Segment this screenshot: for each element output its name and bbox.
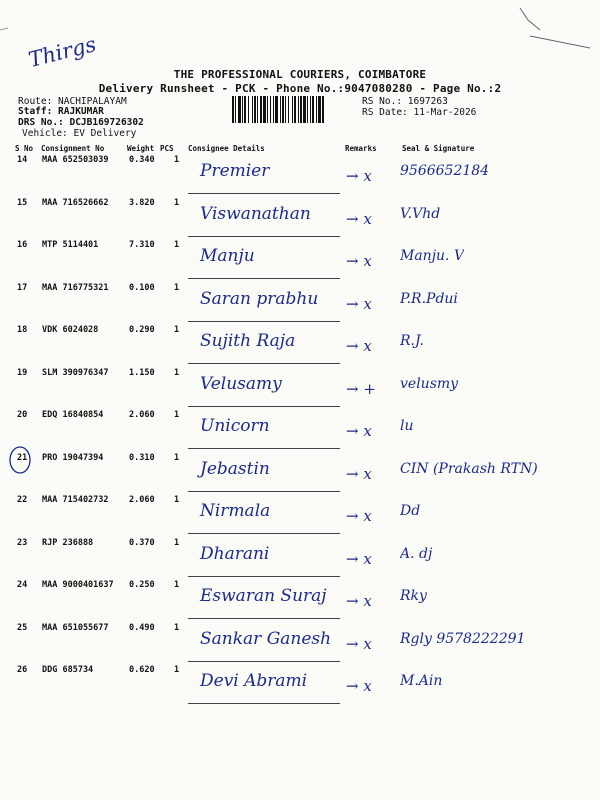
row-sno: 21 [17, 452, 28, 463]
company-title: THE PROFESSIONAL COURIERS, COIMBATORE [173, 68, 427, 81]
row-sno: 20 [17, 410, 28, 420]
consignee-handwriting: Manju [200, 246, 255, 266]
remark-handwriting: → x [346, 507, 372, 525]
signature-handwriting: V.Vhd [400, 205, 441, 222]
remark-handwriting: → + [346, 379, 376, 398]
row-consignment: RJP 236888 [42, 537, 94, 548]
consignee-handwriting: Nirmala [200, 501, 271, 521]
remark-handwriting: → x [346, 294, 372, 313]
row-weight: 0.490 [129, 622, 155, 633]
remark-handwriting: → x [346, 337, 372, 355]
row-weight: 0.620 [129, 665, 155, 675]
row-sno: 19 [17, 367, 28, 378]
remark-handwriting: → x [346, 422, 372, 440]
row-pcs: 1 [174, 537, 180, 548]
row-pcs: 1 [174, 155, 180, 165]
row-consignment: MAA 651055677 [42, 622, 109, 633]
row-pcs: 1 [174, 197, 180, 208]
row-weight: 2.060 [129, 495, 155, 505]
row-sno: 26 [17, 665, 28, 675]
row-consignment: MAA 715402732 [42, 495, 109, 505]
row-weight: 0.250 [129, 580, 155, 590]
row-consignment: MTP 5114401 [42, 240, 99, 250]
signature-handwriting: Rky [400, 588, 427, 604]
consignee-handwriting: Eswaran Suraj [200, 586, 327, 606]
row-weight: 0.290 [129, 325, 155, 335]
row-sno: 16 [17, 240, 28, 250]
row-weight: 3.820 [129, 197, 155, 208]
row-consignment: MAA 716526662 [42, 197, 109, 208]
row-pcs: 1 [174, 410, 180, 420]
rs-date: RS Date: 11-Mar-2026 [362, 107, 477, 118]
signature-handwriting: R.J. [400, 333, 424, 349]
row-sno: 22 [17, 495, 28, 505]
row-pcs: 1 [174, 282, 180, 293]
row-consignment: PRO 19047394 [42, 452, 104, 463]
row-pcs: 1 [174, 325, 180, 335]
row-sno: 14 [17, 155, 28, 165]
row-pcs: 1 [174, 452, 180, 463]
row-pcs: 1 [174, 580, 180, 590]
col-seal: Seal & Signature [402, 144, 475, 153]
runsheet-title: Delivery Runsheet - PCK - Phone No.:9047080280 - Page No.:2 [98, 82, 502, 95]
consignee-handwriting: Sankar Ganesh [200, 628, 332, 649]
row-sno: 17 [17, 282, 28, 293]
col-remarks: Remarks [345, 144, 377, 153]
signature-handwriting: A. dj [400, 545, 433, 562]
consignee-handwriting: Velusamy [200, 373, 282, 394]
row-weight: 0.100 [129, 282, 155, 293]
staff-label: Staff: RAJKUMAR [18, 106, 104, 117]
signature-handwriting: M.Ain [400, 673, 443, 689]
row-sno: 23 [17, 537, 28, 548]
consignee-handwriting: Viswanathan [200, 203, 311, 224]
signature-handwriting: 9566652184 [400, 163, 490, 179]
remark-handwriting: → x [346, 592, 372, 610]
consignee-handwriting: Unicorn [200, 416, 270, 436]
row-weight: 0.340 [129, 155, 155, 165]
row-pcs: 1 [174, 367, 180, 378]
row-pcs: 1 [174, 240, 180, 250]
route-label: Route: NACHIPALAYAM [18, 96, 127, 107]
col-consignment: Consignment No [41, 144, 105, 153]
row-pcs: 1 [174, 622, 180, 633]
row-consignment: DDG 685734 [42, 665, 94, 675]
col-weight: Weight [127, 144, 155, 153]
col-consignee: Consignee Details [188, 144, 265, 153]
consignee-handwriting: Jebastin [200, 458, 270, 479]
row-sno: 25 [17, 622, 28, 633]
consignee-handwriting: Dharani [200, 543, 270, 564]
signature-handwriting: lu [400, 418, 414, 434]
row-weight: 2.060 [129, 410, 155, 420]
signature-handwriting: Manju. V [400, 248, 465, 264]
row-consignment: VDK 6024028 [42, 325, 99, 335]
row-weight: 0.370 [129, 537, 155, 548]
remark-handwriting: → x [346, 549, 372, 568]
consignee-handwriting: Saran prabhu [200, 288, 319, 309]
row-weight: 1.150 [129, 367, 155, 378]
vehicle-label: Vehicle: EV Delivery [22, 128, 137, 139]
row-sno: 15 [17, 197, 28, 208]
row-consignment: MAA 716775321 [42, 282, 109, 293]
remark-handwriting: → x [346, 252, 372, 270]
remark-handwriting: → x [346, 464, 372, 483]
col-sno: S No [15, 144, 34, 153]
row-pcs: 1 [174, 495, 180, 505]
signature-handwriting: Dd [400, 503, 421, 519]
row-weight: 7.310 [129, 240, 155, 250]
signature-handwriting: P.R.Pdui [400, 290, 458, 307]
drs-label: DRS No.: DCJB169726302 [18, 117, 144, 128]
consignee-handwriting: Premier [200, 161, 270, 181]
handwritten-note-top: Thirgs [26, 32, 99, 72]
consignee-handwriting: Sujith Raja [200, 331, 296, 351]
signature-handwriting: velusmy [400, 375, 459, 392]
row-sno: 24 [17, 580, 28, 590]
signature-handwriting: Rgly 9578222291 [400, 630, 526, 647]
remark-handwriting: → x [346, 209, 372, 228]
remark-handwriting: → x [346, 677, 372, 695]
row-sno: 18 [17, 325, 28, 335]
remark-handwriting: → x [346, 634, 372, 653]
consignee-handwriting: Devi Abrami [200, 671, 308, 691]
row-consignment: MAA 652503039 [42, 155, 109, 165]
row-consignment: EDQ 16840854 [42, 410, 104, 420]
col-pcs: PCS [160, 144, 174, 153]
row-weight: 0.310 [129, 452, 155, 463]
signature-handwriting: CIN (Prakash RTN) [400, 460, 538, 477]
row-pcs: 1 [174, 665, 180, 675]
row-consignment: MAA 9000401637 [42, 580, 114, 590]
rs-number: RS No.: 1697263 [362, 96, 448, 107]
row-consignment: SLM 390976347 [42, 367, 109, 378]
remark-handwriting: → x [346, 167, 372, 185]
